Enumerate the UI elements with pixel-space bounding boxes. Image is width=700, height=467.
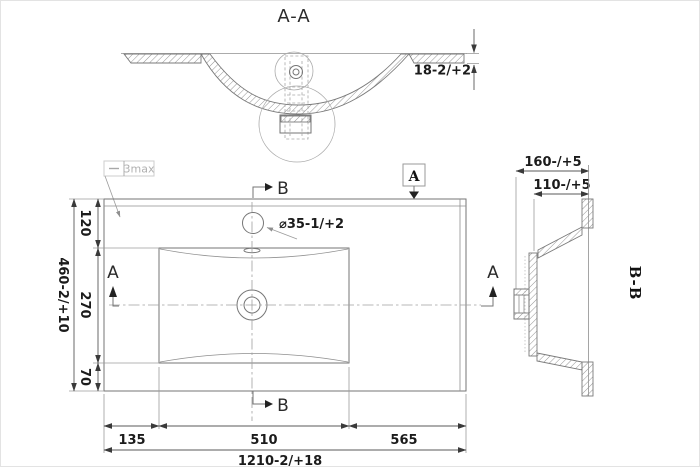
overflow-hole <box>290 66 303 79</box>
section-b-letter-bottom: B <box>277 396 289 416</box>
bb-slope-bottom <box>537 353 582 370</box>
plan-view <box>55 161 499 467</box>
right-margin-value: 565 <box>390 433 418 448</box>
basin-bowl <box>159 248 349 363</box>
bb-profile <box>514 165 593 396</box>
left-margin-value: 135 <box>118 433 146 448</box>
basin-outline <box>159 248 349 363</box>
faucet-hole-group <box>243 213 345 240</box>
note-leader <box>105 176 120 217</box>
basin-front-curve <box>160 354 348 363</box>
dimensions-left <box>55 199 159 391</box>
section-a-arrow-right <box>481 263 499 306</box>
flatness-note-text: 3max <box>123 162 155 176</box>
section-a-arrowhead-right <box>489 286 497 297</box>
bottom-margin-value: 70 <box>77 367 92 387</box>
section-bb-view <box>514 155 644 396</box>
washbasin-drawing <box>1 1 700 467</box>
section-b-arrowhead-bottom <box>265 400 273 408</box>
detail-callout-circle-large <box>259 86 335 162</box>
overall-depth-value: 460-2/+10 <box>55 257 70 333</box>
section-b-arrowhead-top <box>265 183 273 191</box>
section-bb-title: B-B <box>626 265 644 301</box>
bb-drain-stub <box>514 289 529 319</box>
section-aa-view <box>121 6 479 162</box>
rim-section-left <box>124 54 201 63</box>
detail-flag-arrow <box>409 192 419 200</box>
section-b-letter-top: B <box>277 179 289 199</box>
section-a-letter-right: A <box>487 263 499 283</box>
overall-width-value: 1210-2/+18 <box>237 454 323 467</box>
basin-width-value: 510 <box>250 433 278 448</box>
flatness-note <box>104 161 155 217</box>
top-margin-value: 120 <box>77 209 92 237</box>
rim-thickness-value: 18-2/+2 <box>413 63 471 79</box>
section-b-arrow-top <box>253 179 289 199</box>
faucet-hole-value: ⌀35-1/+2 <box>279 217 345 232</box>
bb-basin-height-value: 110-/+5 <box>533 178 591 193</box>
bb-slope-top <box>538 227 582 258</box>
bb-overall-height-value: 160-/+5 <box>524 155 582 170</box>
drain-hidden-outline <box>285 56 308 139</box>
bb-back-wall <box>529 253 537 356</box>
basin-back-curve <box>160 249 348 258</box>
bb-rim-bottom <box>582 362 593 396</box>
section-a-arrowhead-left <box>109 286 117 297</box>
dimensions-bb <box>516 155 591 289</box>
dimensions-bottom <box>104 367 466 467</box>
detail-callout-circle-small <box>275 52 313 90</box>
basin-length-value: 270 <box>77 291 92 319</box>
bb-rim-top <box>582 199 593 228</box>
section-a-letter-left: A <box>107 263 119 283</box>
detail-flag-a <box>403 164 425 199</box>
section-a-arrow-left <box>107 263 119 306</box>
section-aa-title: A-A <box>277 6 311 27</box>
section-b-arrow-bottom <box>253 391 289 416</box>
bowl-shell-section <box>201 54 409 114</box>
detail-flag-letter: A <box>408 169 420 185</box>
rim-section-right <box>409 54 464 63</box>
faucet-hole <box>243 213 264 234</box>
